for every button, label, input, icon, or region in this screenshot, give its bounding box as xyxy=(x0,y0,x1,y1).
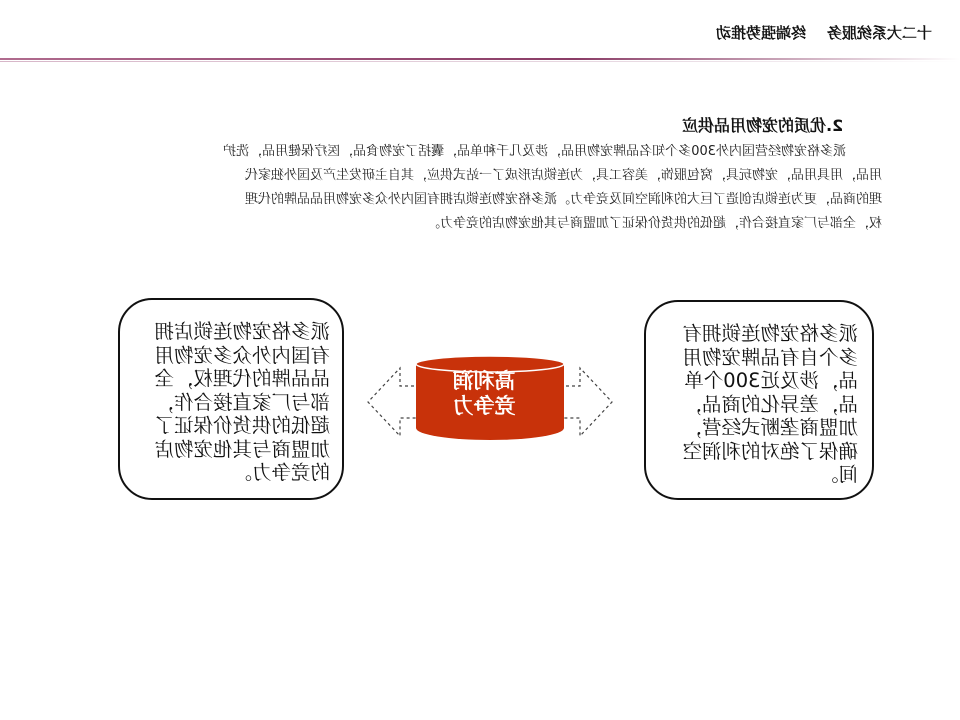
right-box-text xyxy=(668,322,858,487)
box-line: 派多格宠物连锁拥有 xyxy=(682,322,858,345)
section-paragraph xyxy=(82,140,882,236)
center-label-line: 竞争力 xyxy=(452,394,516,418)
box-line: 有国内外众多宠物用 xyxy=(154,343,330,367)
box-line: 多个自有品牌宠物用 xyxy=(682,345,858,369)
center-label-line: 高利润 xyxy=(452,369,516,393)
box-line: 确保了绝对的利润空 xyxy=(682,439,858,463)
paragraph-line: 理的商品，更为连锁店创造了巨大的利润空间及竞争力。派多格宠物连锁店拥有国内外众多宠物用品品牌的代理 xyxy=(244,192,882,207)
header-divider xyxy=(0,58,960,60)
right-info-box xyxy=(644,300,874,500)
box-line: 品，涉及近300个单 xyxy=(684,369,858,392)
section-title: 2.优质的宠物用品供应 xyxy=(682,116,844,135)
header-title: 十二大系统服务 终端强势推动 xyxy=(716,24,932,42)
paragraph-line: 权，全部与厂家直接合作，超低的供货价保证了加盟商与其他宠物店的竞争力。 xyxy=(426,216,882,231)
box-line: 品品牌的代理权，全 xyxy=(154,367,330,390)
box-line: 品，差异化的商品， xyxy=(682,392,858,416)
paragraph-line: 用品，用具用品，宠物玩具，窝包服饰，美容工具，为连锁店形成了一站式供应，其自主研发生产及国外独家代 xyxy=(244,168,882,183)
right-dashed-arrow xyxy=(560,368,612,436)
left-box-text xyxy=(140,320,330,485)
header-divider-shadow xyxy=(0,61,960,62)
box-line: 加盟商垄断式经营， xyxy=(682,416,858,439)
paragraph-line: 派多格宠物经营国内外300多个知名品牌宠物用品，涉及几千种单品，囊括了宠物食品，医疗保健用品，洗护 xyxy=(223,144,846,159)
left-dashed-arrow xyxy=(368,368,420,436)
left-info-box xyxy=(118,298,344,500)
box-line: 派多格宠物连锁店拥 xyxy=(154,320,330,343)
box-line: 部与厂家直接合作， xyxy=(154,390,330,414)
box-line: 的竞争力。 xyxy=(232,461,330,484)
box-line: 加盟商与其他宠物店 xyxy=(154,437,330,461)
box-line: 间。 xyxy=(818,463,858,486)
box-line: 超低的供货价保证了 xyxy=(154,414,330,437)
center-label xyxy=(416,369,552,419)
